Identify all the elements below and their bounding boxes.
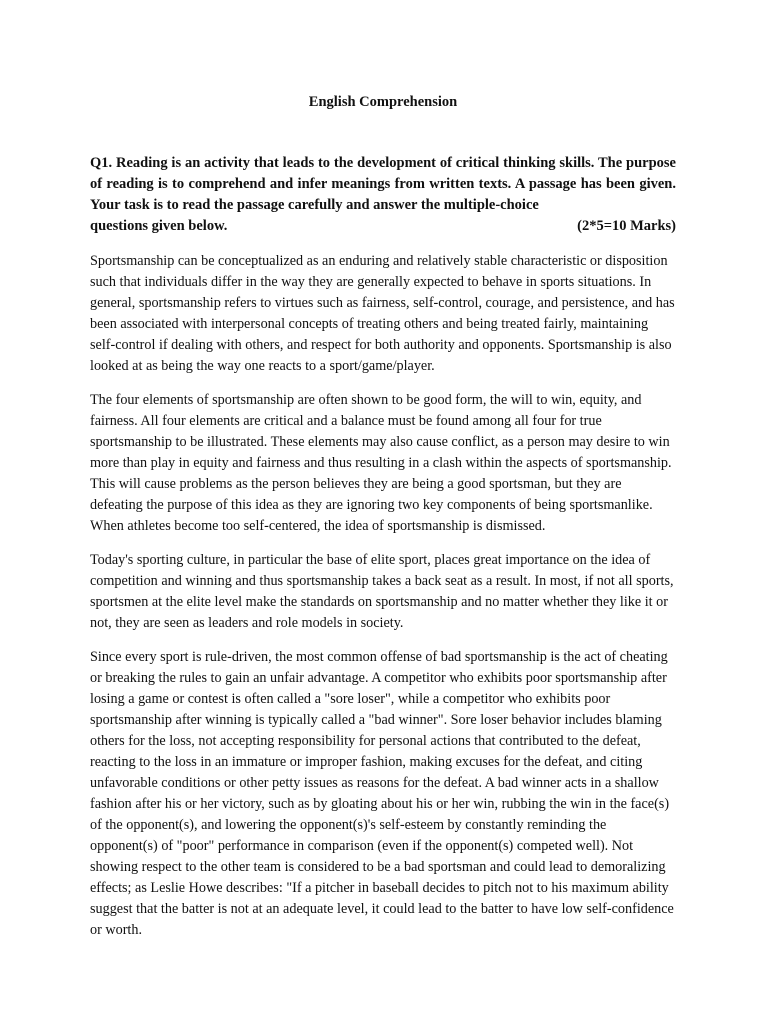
passage-paragraph-1: Sportsmanship can be conceptualized as an enduring and relatively stable characteristic or disposition such that individuals differ in the way they are generally expected to behave in sports situations. In general, sportsmanship refers to virtues such as fairness, self-control, courage, and persistence, and has been associated with interpersonal concepts of treating others and being treated fairly, maintaining self-control if dealing with others, and respect for both authority and opponents. Sportsmanship is also looked at as being the way one reacts to a sport/game/player. bbox=[90, 253, 675, 374]
question-instructions bbox=[90, 153, 676, 237]
passage-paragraph-2: The four elements of sportsmanship are often shown to be good form, the will to win, equity, and fairness. All four elements are critical and a balance must be found among all four for true sportsmanship to be illustrated. These elements may also cause conflict, as a person may desire to win more than play in equity and fairness and thus resulting in a clash within the aspects of sportsmanship. This will cause problems as the person believes they are being a good sportsman, but they are defeating the purpose of this idea as they are ignoring two key components of being sportsmanlike. When athletes become too self-centered, the idea of sportsmanship is dismissed. bbox=[90, 392, 672, 534]
document-page bbox=[90, 93, 676, 954]
page-title: English Comprehension bbox=[308, 94, 458, 110]
question-marks: (2*5=10 Marks) bbox=[577, 218, 676, 234]
question-body: Q1. Reading is an activity that leads to the development of critical thinking skills. The purpose of reading is to comprehend and infer meanings from written texts. A passage has been given. Your task is to read the passage carefully and answer the multiple-choice bbox=[90, 155, 676, 213]
question-last-text: questions given below. bbox=[90, 218, 228, 234]
passage-paragraph-4: Since every sport is rule-driven, the most common offense of bad sportsmanship is the act of cheating or breaking the rules to gain an unfair advantage. A competitor who exhibits poor sportsmanship after losing a game or contest is often called a "sore loser", while a competitor who exhibits poor sportsmanship after winning is typically called a "bad winner". Sore loser behavior includes blaming others for the loss, not accepting responsibility for personal actions that contributed to the defeat, reacting to the loss in an immature or improper fashion, making excuses for the defeat, and citing unfavorable conditions or other petty issues as reasons for the defeat. A bad winner acts in a shallow fashion after his or her victory, such as by gloating about his or her win, rubbing the win in the face(s) of the opponent(s), and lowering the opponent(s)'s self-esteem by constantly reminding the opponent(s) of "poor" performance in comparison (even if the opponent(s) competed well). Not showing respect to the other team is considered to be a bad sportsman and could lead to demoralizing effects; as Leslie Howe describes: "If a pitcher in baseball decides to pitch not to his maximum ability suggest that the batter is not at an adequate level, it could lead to the batter to have low self-confidence or worth. bbox=[90, 649, 674, 938]
question-last-line bbox=[90, 216, 676, 237]
passage-paragraph-3: Today's sporting culture, in particular the base of elite sport, places great importance on the idea of competition and winning and thus sportsmanship takes a back seat as a result. In most, if not all sports, sportsmen at the elite level make the standards on sportsmanship and no matter whether they like it or not, they are seen as leaders and role models in society. bbox=[90, 552, 674, 631]
